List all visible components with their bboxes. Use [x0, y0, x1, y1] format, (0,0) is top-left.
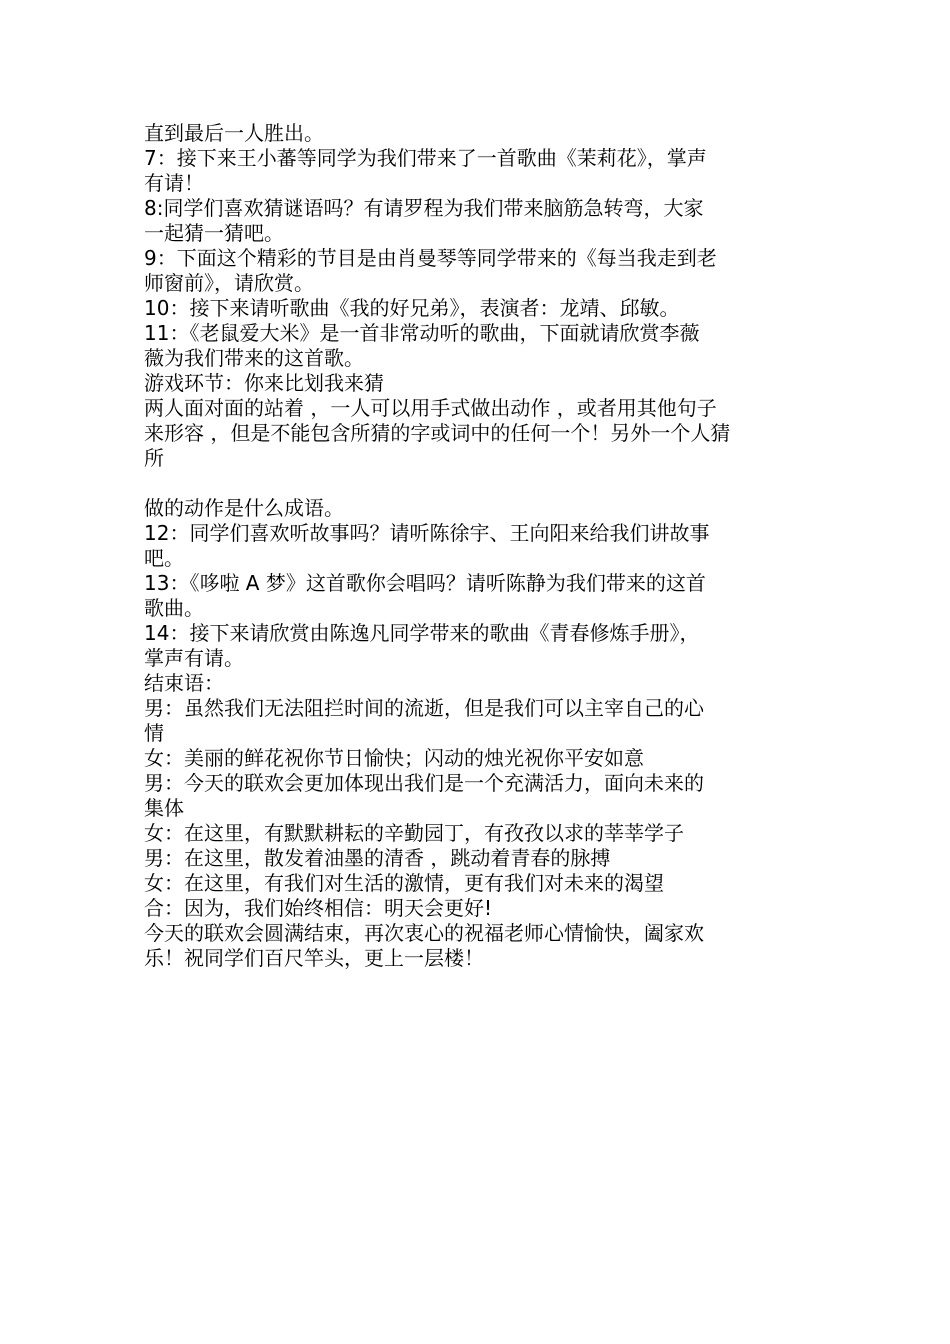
text-line: 直到最后一人胜出。 — [144, 121, 324, 145]
section-heading: 结束语： — [144, 671, 224, 695]
text-line: 男：今天的联欢会更加体现出我们是一个充满活力，面向未来的 — [144, 771, 704, 795]
text-line: 有请！ — [144, 171, 204, 195]
text-line: 集体 — [144, 796, 184, 820]
text-line: 13：《哆啦 A 梦》这首歌你会唱吗？请听陈静为我们带来的这首 — [144, 571, 706, 595]
text-line: 8:同学们喜欢猜谜语吗？有请罗程为我们带来脑筋急转弯，大家 — [144, 196, 704, 220]
text-line: 做的动作是什么成语。 — [144, 496, 344, 520]
text-line: 吧。 — [144, 546, 184, 570]
text-line: 14：接下来请欣赏由陈逸凡同学带来的歌曲《青春修炼手册》， — [144, 621, 700, 645]
text-line: 女：在这里，有我们对生活的激情，更有我们对未来的渴望 — [144, 871, 664, 895]
text-line: 11：《老鼠爱大米》是一首非常动听的歌曲，下面就请欣赏李薇 — [144, 321, 700, 345]
text-line: 歌曲。 — [144, 596, 204, 620]
text-line: 女：美丽的鲜花祝你节日愉快；闪动的烛光祝你平安如意 — [144, 746, 644, 770]
text-line: 师窗前》，请欣赏。 — [144, 271, 314, 295]
text-line: 9：下面这个精彩的节目是由肖曼琴等同学带来的《每当我走到老 — [144, 246, 717, 270]
blank-line — [144, 471, 809, 496]
text-line: 两人面对面的站着 ，一人可以用手式做出动作 ，或者用其他句子 — [144, 396, 717, 420]
text-line: 今天的联欢会圆满结束，再次衷心的祝福老师心情愉快，阖家欢 — [144, 921, 704, 945]
text-line: 所 — [144, 446, 164, 470]
text-line: 12：同学们喜欢听故事吗？请听陈徐宇、王向阳来给我们讲故事 — [144, 521, 710, 545]
text-line: 薇为我们带来的这首歌。 — [144, 346, 364, 370]
text-line: 乐！祝同学们百尺竿头，更上一层楼！ — [144, 946, 484, 970]
text-line: 一起猜一猜吧。 — [144, 221, 284, 245]
text-line: 10：接下来请听歌曲《我的好兄弟》，表演者：龙靖、邱敏。 — [144, 296, 680, 320]
text-line: 女：在这里，有默默耕耘的辛勤园丁，有孜孜以求的莘莘学子 — [144, 821, 684, 845]
section-heading: 游戏环节：你来比划我来猜 — [144, 371, 384, 395]
text-line: 男：在这里，散发着油墨的清香 ，跳动着青春的脉搏 — [144, 846, 611, 870]
text-line: 7：接下来王小蕃等同学为我们带来了一首歌曲《茉莉花》，掌声 — [144, 146, 707, 170]
text-line: 来形容 ，但是不能包含所猜的字或词中的任何一个！另外一个人猜 — [144, 421, 731, 445]
text-line: 男：虽然我们无法阻拦时间的流逝，但是我们可以主宰自己的心 — [144, 696, 704, 720]
text-line: 合：因为，我们始终相信：明天会更好! — [144, 896, 493, 920]
text-line: 掌声有请。 — [144, 646, 244, 670]
text-line: 情 — [144, 721, 164, 745]
document-body — [144, 121, 809, 971]
